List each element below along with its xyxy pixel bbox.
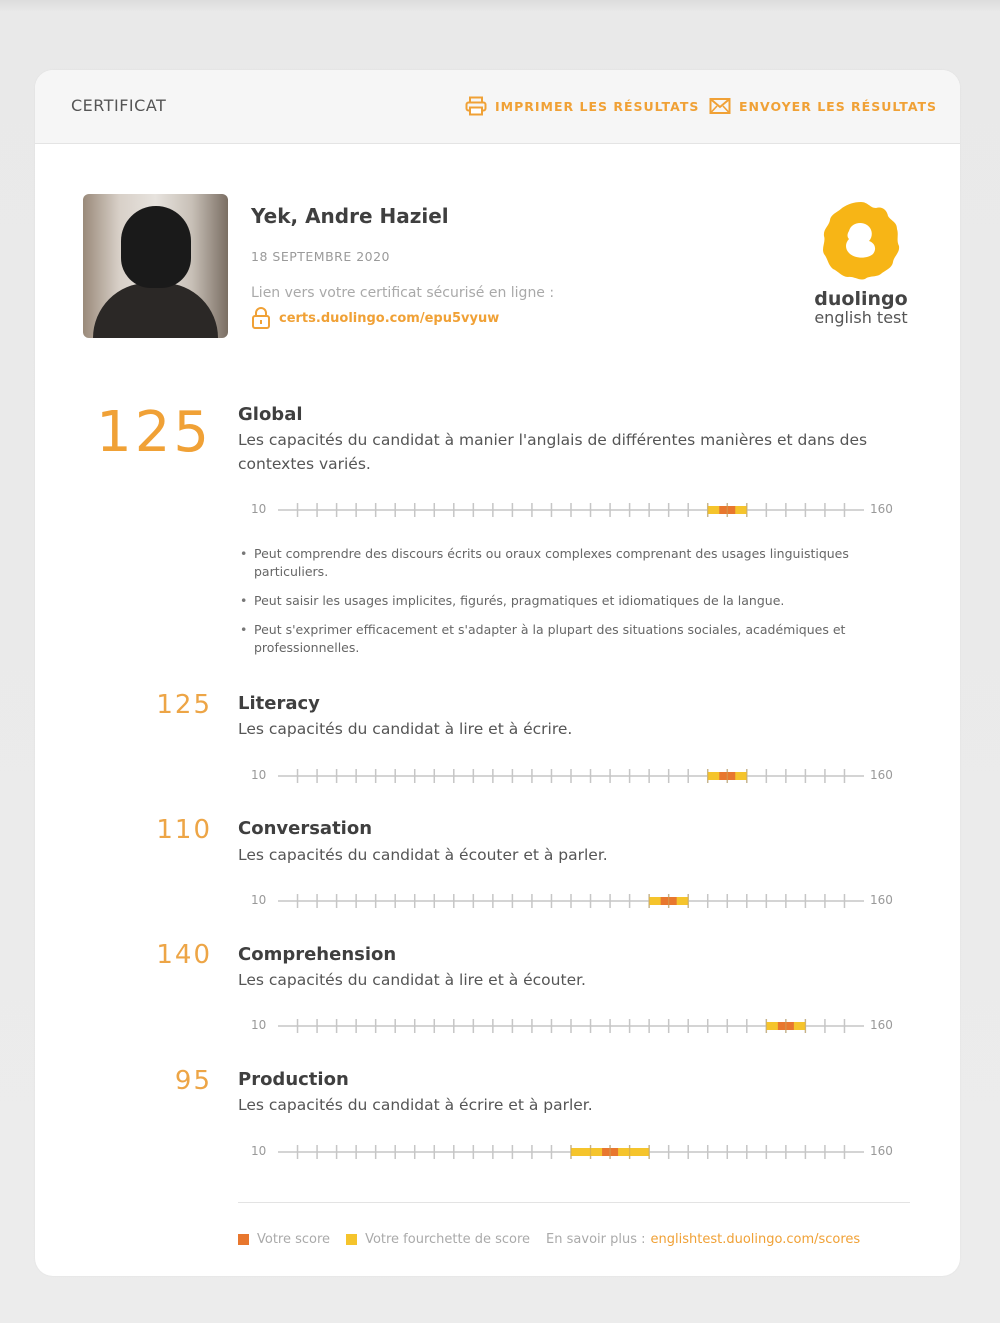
literacy-score: 125	[156, 690, 212, 720]
photo-head	[121, 206, 191, 288]
print-results-label: IMPRIMER LES RÉSULTATS	[495, 98, 700, 114]
certificate-link-label: Lien vers votre certificat sécurisé en ligne :	[251, 285, 555, 301]
descriptor-item: • Peut comprendre des discours écrits ou oraux complexes comprenant des usages linguistiques particuliers.	[238, 545, 898, 581]
scale-max-label: 160	[870, 1018, 893, 1032]
global-title: Global	[238, 404, 303, 425]
duolingo-badge-icon	[820, 200, 902, 282]
scale-track	[278, 1016, 864, 1036]
comprehension-title: Comprehension	[238, 944, 397, 965]
comprehension-description: Les capacités du candidat à lire et à écouter.	[238, 971, 586, 989]
learn-more-link[interactable]: englishtest.duolingo.com/scores	[650, 1232, 861, 1247]
print-results-button[interactable]	[465, 96, 699, 116]
logo-brand: duolingo	[814, 288, 908, 310]
certificate-link-text: certs.duolingo.com/epu5vyuw	[279, 310, 500, 326]
global-score: 125	[96, 400, 212, 465]
descriptor-item: • Peut s'exprimer efficacement et s'adapter à la plupart des situations sociales, académiques et professionnelles.	[238, 621, 898, 657]
scale-track	[278, 500, 864, 520]
range-swatch	[346, 1234, 357, 1245]
page-title: CERTIFICAT	[71, 96, 167, 115]
scale-min-label: 10	[251, 502, 267, 516]
scale-track	[278, 1142, 864, 1162]
candidate-name: Yek, Andre Haziel	[251, 204, 449, 228]
certificate-card	[35, 70, 960, 1276]
printer-icon	[465, 96, 487, 116]
global-description: Les capacités du candidat à manier l'anglais de différentes manières et dans des contextes variés.	[238, 431, 868, 473]
score-swatch	[238, 1234, 249, 1245]
global-descriptors	[238, 545, 898, 668]
scale-max-label: 160	[870, 502, 893, 516]
production-score: 95	[174, 1066, 212, 1096]
scale-min-label: 10	[251, 1144, 267, 1158]
score-legend-label: Votre score	[257, 1232, 331, 1247]
certificate-link[interactable]	[251, 306, 499, 330]
scale-track	[278, 766, 864, 786]
score-scale	[238, 500, 910, 520]
conversation-title: Conversation	[238, 818, 373, 839]
learn-more-label: En savoir plus :	[546, 1232, 646, 1247]
conversation-score: 110	[156, 815, 212, 845]
lock-icon	[251, 306, 271, 330]
send-results-label: ENVOYER LES RÉSULTATS	[739, 98, 938, 114]
scale-min-label: 10	[251, 893, 267, 907]
conversation-description: Les capacités du candidat à écouter et à parler.	[238, 846, 608, 864]
certificate-header	[35, 70, 960, 144]
test-date: 18 SEPTEMBRE 2020	[251, 249, 391, 264]
photo-shoulders	[93, 283, 218, 338]
score-scale	[238, 1142, 910, 1162]
production-title: Production	[238, 1069, 349, 1090]
literacy-title: Literacy	[238, 693, 320, 714]
scale-max-label: 160	[870, 768, 893, 782]
envelope-icon	[709, 96, 731, 116]
descriptor-item: • Peut saisir les usages implicites, figurés, pragmatiques et idiomatiques de la langue.	[238, 592, 898, 610]
scale-max-label: 160	[870, 893, 893, 907]
scale-min-label: 10	[251, 1018, 267, 1032]
score-scale	[238, 766, 910, 786]
logo-subtitle: english test	[814, 308, 908, 327]
duolingo-logo	[801, 200, 921, 327]
send-results-button[interactable]	[709, 96, 937, 116]
scale-min-label: 10	[251, 768, 267, 782]
production-description: Les capacités du candidat à écrire et à parler.	[238, 1096, 593, 1114]
score-scale	[238, 891, 910, 911]
footer-divider	[238, 1202, 910, 1203]
range-legend-label: Votre fourchette de score	[365, 1232, 531, 1247]
score-legend	[238, 1232, 860, 1247]
scale-max-label: 160	[870, 1144, 893, 1158]
score-scale	[238, 1016, 910, 1036]
candidate-photo	[83, 194, 228, 338]
literacy-description: Les capacités du candidat à lire et à écrire.	[238, 720, 573, 738]
comprehension-score: 140	[156, 940, 212, 970]
scale-track	[278, 891, 864, 911]
